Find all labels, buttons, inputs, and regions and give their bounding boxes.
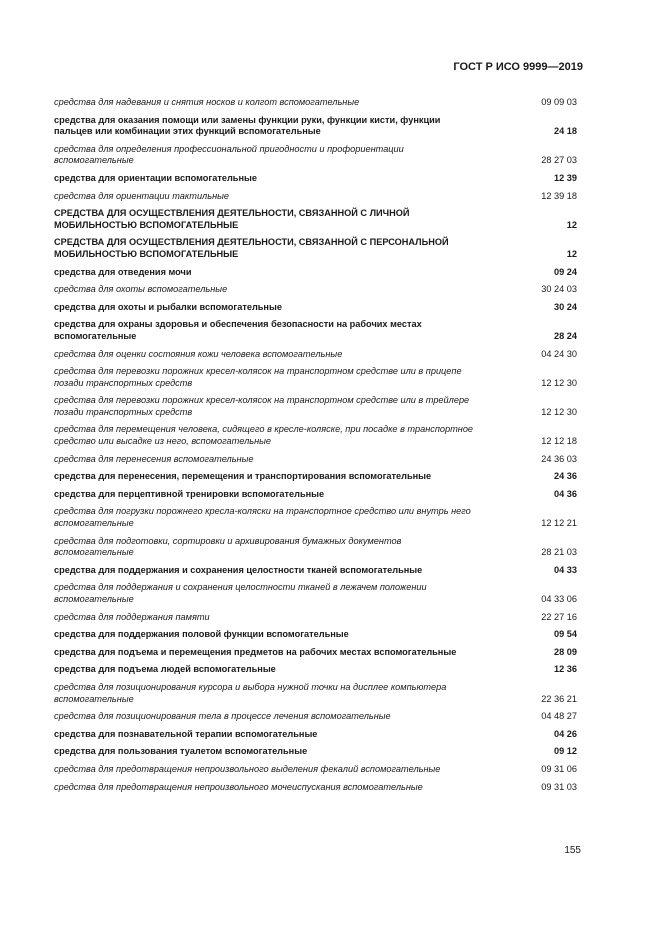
entry-label: средства для отведения мочи xyxy=(54,266,192,277)
index-entry xyxy=(54,97,577,109)
entry-label: средства для предотвращения непроизвольного выделения фекалий вспомогательные xyxy=(54,763,441,774)
index-entry xyxy=(54,582,577,605)
index-entry xyxy=(54,284,577,296)
entry-label: средства для поддержания и сохранения целостности тканей в лежачем положении вспомогательные xyxy=(54,582,427,604)
entry-label: средства для надевания и снятия носков и колгот вспомогательные xyxy=(54,97,360,107)
index-entry xyxy=(54,424,577,447)
index-entry xyxy=(54,711,577,723)
entry-code: 24 36 03 xyxy=(541,453,577,464)
entry-label: СРЕДСТВА ДЛЯ ОСУЩЕСТВЛЕНИЯ ДЕЯТЕЛЬНОСТИ, СВЯЗАННОЙ С ПЕРСОНАЛЬНОЙ МОБИЛЬНОСТЬЮ ВСПОМОГАТЕЛЬНЫЕ xyxy=(54,237,449,259)
entry-code: 22 36 21 xyxy=(541,693,577,704)
entry-label: средства для подготовки, сортировки и архивирования бумажных документов вспомогательные xyxy=(54,535,402,558)
index-entry xyxy=(54,536,577,559)
entry-label: средства для поддержания и сохранения целостности тканей вспомогательные xyxy=(54,564,423,575)
entry-label: средства для познавательной терапии вспомогательные xyxy=(54,728,318,739)
index-entry xyxy=(54,319,577,342)
entry-code: 12 39 xyxy=(554,172,577,183)
entry-code: 30 24 03 xyxy=(541,284,577,295)
entry-label: средства для подъема людей вспомогательные xyxy=(54,664,276,675)
entry-label: средства для перцептивной тренировки вспомогательные xyxy=(54,488,325,499)
entry-code: 09 24 xyxy=(554,266,577,277)
index-entry xyxy=(54,647,577,659)
entry-code: 12 12 30 xyxy=(541,406,577,417)
entry-code: 24 36 xyxy=(554,471,577,482)
index-entry xyxy=(54,629,577,641)
index-entry xyxy=(54,237,577,260)
entry-code: 09 54 xyxy=(554,629,577,640)
index-entry xyxy=(54,395,577,418)
entry-label: средства для предотвращения непроизвольного мочеиспускания вспомогательные xyxy=(54,781,423,792)
index-entry xyxy=(54,173,577,185)
index-entry xyxy=(54,682,577,705)
index-entry xyxy=(54,664,577,676)
index-entry xyxy=(54,208,577,231)
page-number: 155 xyxy=(564,845,581,856)
index-entry xyxy=(54,349,577,361)
entry-code: 09 12 xyxy=(554,746,577,757)
entry-code: 28 24 xyxy=(554,330,577,341)
entry-code: 28 27 03 xyxy=(541,155,577,166)
index-entry xyxy=(54,144,577,167)
entry-code: 12 39 18 xyxy=(541,190,577,201)
entry-label: средства для оценки состояния кожи человека вспомогательные xyxy=(54,348,343,359)
index-entry xyxy=(54,267,577,279)
entry-code: 09 31 06 xyxy=(541,763,577,774)
index-entry xyxy=(54,454,577,466)
entry-label: средства для ориентации вспомогательные xyxy=(54,172,257,183)
index-entry xyxy=(54,782,577,794)
entry-label: средства для ориентации тактильные xyxy=(54,190,229,201)
entry-label: средства для перенесения, перемещения и транспортирования вспомогательные xyxy=(54,471,432,482)
entry-label: средства для погрузки порожнего кресла-коляски на транспортное средство или внутрь него вспомогательные xyxy=(54,506,471,529)
index-entry xyxy=(54,489,577,501)
entry-code: 24 18 xyxy=(554,126,577,137)
index-entry xyxy=(54,366,577,389)
entry-label: средства для определения профессиональной пригодности и профориентации вспомогательные xyxy=(54,143,404,166)
index-entry xyxy=(54,506,577,529)
entry-code: 12 12 21 xyxy=(541,518,577,529)
entry-code: 12 36 xyxy=(554,664,577,675)
entry-code: 12 12 18 xyxy=(541,436,577,447)
entry-code: 04 33 06 xyxy=(541,594,577,604)
entry-label: средства для оказания помощи или замены функции руки, функции кисти, функции пальцев или комбинации этих функций вспомогательные xyxy=(54,114,441,137)
entry-code: 04 33 xyxy=(554,564,577,575)
entry-label: средства для подъема и перемещения предметов на рабочих местах вспомогательные xyxy=(54,646,457,657)
entry-label: СРЕДСТВА ДЛЯ ОСУЩЕСТВЛЕНИЯ ДЕЯТЕЛЬНОСТИ, СВЯЗАННОЙ С ЛИЧНОЙ МОБИЛЬНОСТЬЮ ВСПОМОГАТЕЛЬНЫЕ xyxy=(54,208,410,230)
entry-code: 22 27 16 xyxy=(541,611,577,622)
index-entry xyxy=(54,764,577,776)
index-entry xyxy=(54,729,577,741)
entry-code: 09 09 03 xyxy=(541,97,577,107)
entry-label: средства для позиционирования тела в процессе лечения вспомогательные xyxy=(54,711,391,722)
index-entry xyxy=(54,471,577,483)
entry-label: средства для поддержания половой функции вспомогательные xyxy=(54,629,349,640)
entry-label: средства для перенесения вспомогательные xyxy=(54,453,254,464)
entry-code: 12 xyxy=(566,219,577,230)
entry-code: 12 xyxy=(566,248,577,259)
entry-label: средства для охраны здоровья и обеспечения безопасности на рабочих местах вспомогательные xyxy=(54,319,422,341)
entry-code: 04 26 xyxy=(554,728,577,739)
index-list xyxy=(54,97,577,799)
entry-label: средства для охоты и рыбалки вспомогательные xyxy=(54,301,282,312)
entry-code: 12 12 30 xyxy=(541,377,577,388)
entry-code: 04 36 xyxy=(554,488,577,499)
index-entry xyxy=(54,302,577,314)
entry-label: средства для перевозки порожних кресел-колясок на транспортном средстве или в прицепе позади транспортных средств xyxy=(54,366,462,388)
entry-code: 04 24 30 xyxy=(541,348,577,359)
entry-label: средства для позиционирования курсора и выбора нужной точки на дисплее компьютера вспомогательные xyxy=(54,681,447,704)
index-entry xyxy=(54,612,577,624)
entry-code: 30 24 xyxy=(554,301,577,312)
entry-code: 04 48 27 xyxy=(541,711,577,722)
index-entry xyxy=(54,565,577,577)
entry-code: 09 31 03 xyxy=(541,781,577,792)
entry-label: средства для пользования туалетом вспомогательные xyxy=(54,746,308,757)
document-header: ГОСТ Р ИСО 9999—2019 xyxy=(453,61,583,73)
entry-label: средства для охоты вспомогательные xyxy=(54,284,228,295)
entry-label: средства для перевозки порожних кресел-колясок на транспортном средстве или в трейлере позади транспортных средств xyxy=(54,395,470,417)
index-entry xyxy=(54,746,577,758)
index-entry xyxy=(54,115,577,138)
entry-label: средства для перемещения человека, сидящего в кресле-коляске, при посадке в транспортное средство или высадке из него, вспомогательные xyxy=(54,424,474,447)
entry-label: средства для поддержания памяти xyxy=(54,611,210,622)
entry-code: 28 09 xyxy=(554,646,577,657)
index-entry xyxy=(54,191,577,203)
entry-code: 28 21 03 xyxy=(541,547,577,558)
